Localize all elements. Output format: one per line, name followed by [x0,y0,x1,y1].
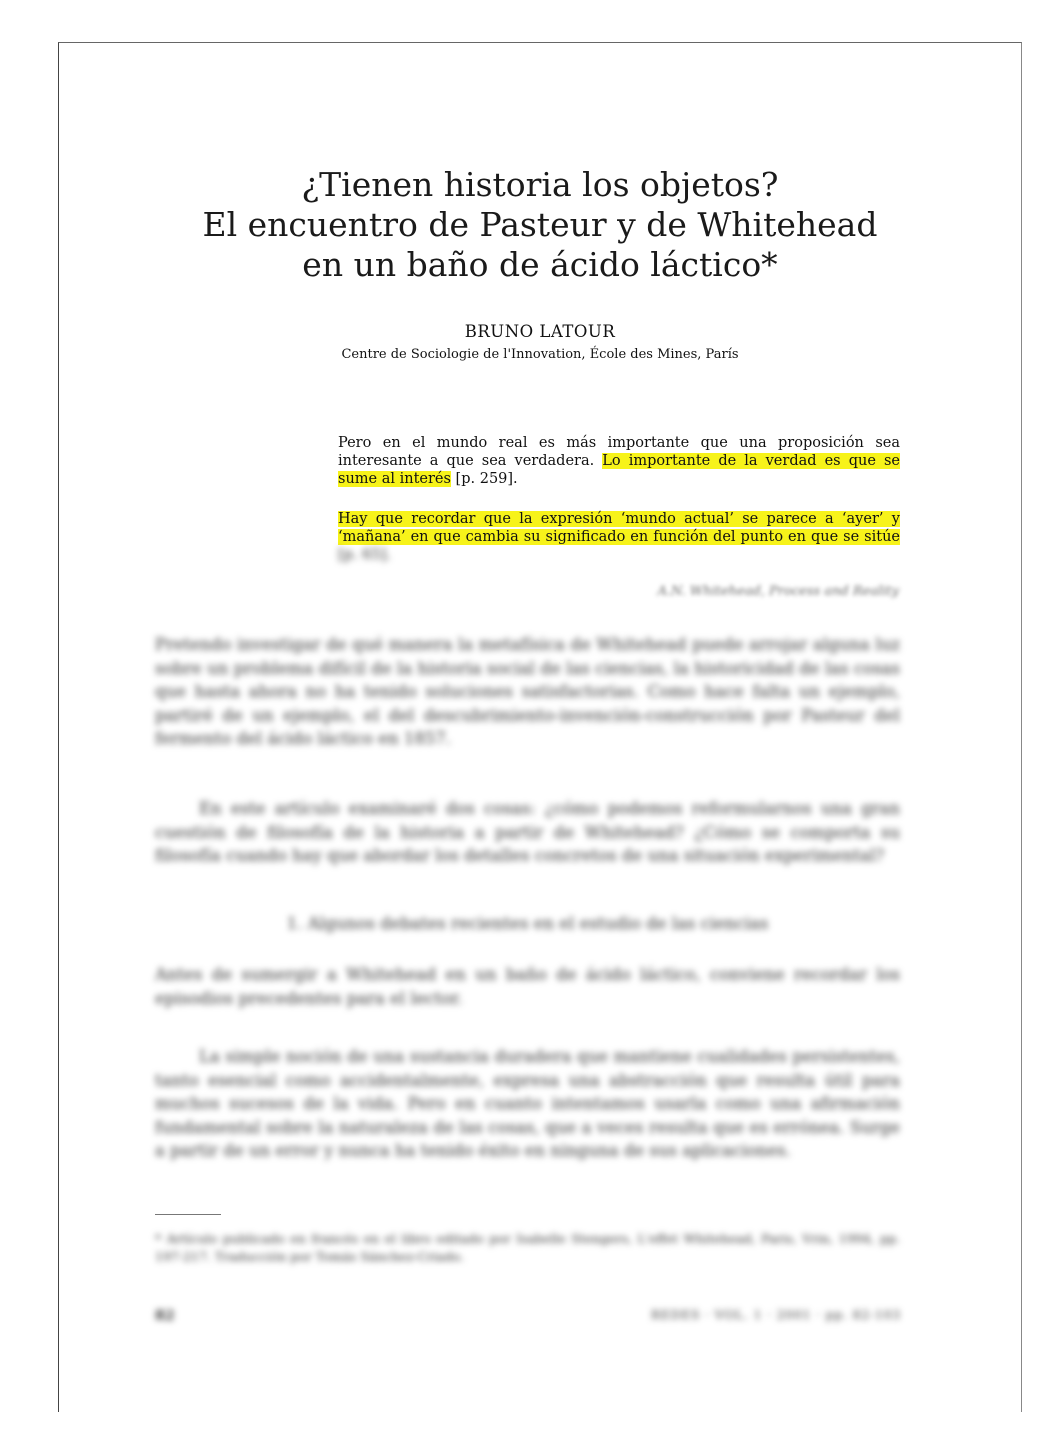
author-name: BRUNO LATOUR [464,322,616,341]
epigraph-attribution: A.N. Whitehead, Process and Reality [657,584,899,599]
epigraph-paragraph-1 [338,434,900,488]
article-title [100,165,980,285]
epigraph-2-highlight: Hay que recordar que la expresión ‘mundo actual’ se parece a ‘ayer’ y ‘mañana’ en que cambia su significado en función del punto en que se sitúe [338,511,900,545]
body-paragraph-2: En este artículo examinaré dos cosas: ¿cómo podemos reformularnos una gran cuestión de filosofía de la historia a partir de Whitehead? ¿Cómo se comporta su filosofía cuando hay que abordar los detalles concretos de una situación experimental? [155,799,900,865]
title-line-1: ¿Tienen historia los objetos? [301,165,779,204]
epigraph-paragraph-2 [338,510,900,564]
title-line-3: en un baño de ácido láctico* [302,245,778,284]
section-heading: 1. Algunos debates recientes en el estudio de las ciencias [286,914,769,933]
body-paragraph-4: La simple noción de una sustancia duradera que mantiene cualidades persistentes, tanto esencial como accidentalmente, expresa una abstracción que resulta útil para muchos sucesos de la vida. Pero en cuanto intentamos usarla como una afirmación fundamental sobre la naturaleza de las cosas, que a veces resulta que es errónea. Surge a partir de un error y nunca ha tenido éxito en ninguna de sus aplicaciones. [155,1047,900,1160]
footnote: * Artículo publicado en francés en el libro editado por Isabelle Stengers, L'effet Whitehead, Paris, Vrin, 1994, pp. 197-217. Traducción por Tomás Sánchez-Criado. [155,1231,900,1264]
body-paragraph-3: Antes de sumergir a Whitehead en un baño de ácido láctico, conviene recordar los episodios precedentes para el lector. [155,965,900,1008]
running-footer: REDES · VOL. 1 · 2001 · pp. 82-103 [650,1308,901,1322]
epigraph-1-highlight: Lo importante de la verdad es que se sume al interés [338,453,900,487]
epigraph-1-text: Pero en el mundo real es más importante que una proposición sea interesante a que sea verdadera. [338,435,900,469]
page-number: 82 [155,1308,175,1324]
body-paragraph-1: Pretendo investigar de qué manera la metafísica de Whitehead puede arrojar alguna luz sobre un problema difícil de la historia social de las ciencias, la historicidad de las cosas que hasta ahora no ha tenido soluciones satisfactorias. Como hace falta un ejemplo, partiré de un ejemplo, el del descubrimiento-invención-construcción por Pasteur del fermento del ácido láctico en 1857. [155,635,900,748]
author-affiliation: Centre de Sociologie de l'Innovation, École des Mines, París [341,347,739,362]
title-line-2: El encuentro de Pasteur y de Whitehead [202,205,878,244]
epigraph-2-citation: [p. 65]. [338,547,391,563]
footnote-separator [155,1214,221,1215]
epigraph-1-citation: [p. 259]. [450,471,518,487]
